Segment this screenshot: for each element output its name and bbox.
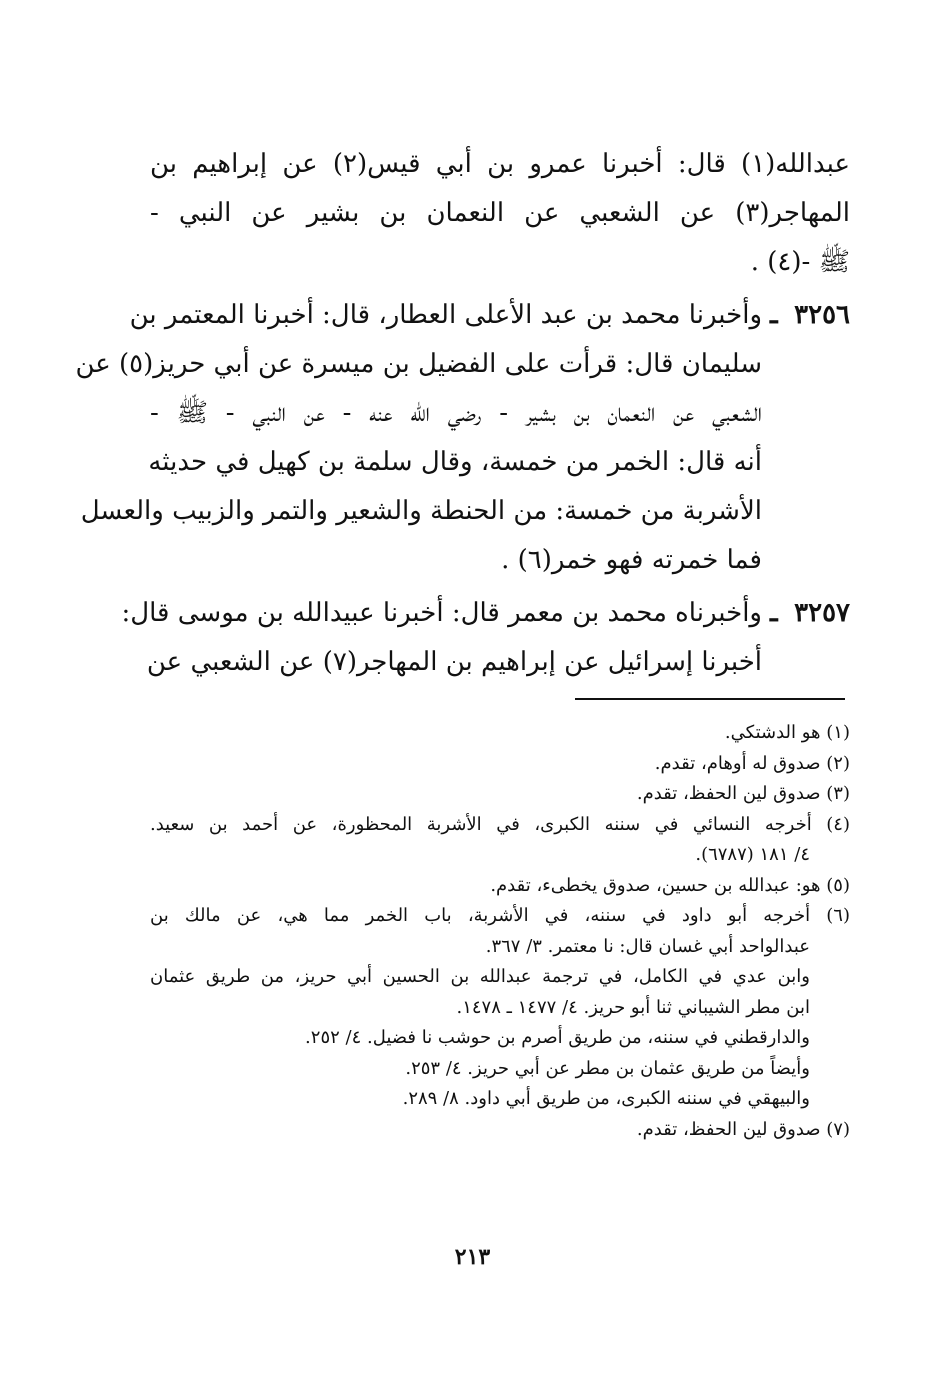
footnote-line: (٥) هو: عبدالله بن حسين، صدوق يخطىء، تقدم. (490, 874, 850, 896)
text-line: الأشربة من خمسة: من الحنطة والشعير والتمر والزبيب والعسل (80, 496, 762, 526)
footnote-line: (١) هو الدشتكي. (724, 722, 850, 743)
footnote-line: ٤/ ١٨١ (٦٧٨٧). (695, 844, 810, 865)
entry-3257-first-line (121, 589, 850, 638)
text-line-content: وأخبرنا محمد بن عبد الأعلى العطار، قال: أخبرنا المعتمر بن (129, 300, 762, 330)
footnote-line: والبيهقي في سننه الكبرى، من طريق أبي داود. ٨/ ٢٨٩. (402, 1088, 810, 1109)
entry-number: ٣٢٥٦ ـ (770, 300, 850, 330)
text-line: فما خمرته فهو خمر(٦) . (501, 545, 762, 575)
text-line (150, 238, 850, 287)
footnote-line: (٦) أخرجه أبو داود في سننه، في الأشربة، باب الخمر مما هي، عن مالك بن (150, 905, 850, 926)
text-line-content: وأخبرناه محمد بن معمر قال: أخبرنا عبيدالله بن موسى قال: (121, 598, 762, 628)
footnote-line: ابن مطر الشيباني ثنا أبو حريز. ٤/ ١٤٧٧ ـ ١٤٧٨. (456, 996, 810, 1018)
text-line: المهاجر(٣) عن الشعبي عن النعمان بن بشير عن النبي - (150, 198, 850, 228)
footnote-line: وأيضاً من طريق عثمان بن مطر عن أبي حريز. ٤/ ٢٥٣. (405, 1057, 810, 1079)
text-line: أنه قال: الخمر من خمسة، وقال سلمة بن كهيل في حديثه (148, 447, 762, 477)
text-line-content: ﷺ -(٤) . (750, 247, 850, 277)
footnote-line: (٣) صدوق لين الحفظ، تقدم. (636, 783, 850, 804)
entry-3256-first-line (129, 291, 850, 340)
footnote-separator (575, 698, 845, 700)
main-text (75, 140, 850, 687)
text-line: سليمان قال: قرأت على الفضيل بن ميسرة عن أبي حريز(٥) عن (75, 349, 762, 379)
footnote-line: وابن عدي في الكامل، في ترجمة عبدالله بن الحسين أبي حريز، من طريق عثمان (150, 966, 810, 987)
footnotes (150, 718, 850, 1145)
page-number: ٢١٣ (454, 1244, 491, 1270)
entry-number: ٣٢٥٧ ـ (770, 598, 850, 628)
footnote-line: عبدالواحد أبي غسان قال: نا معتمر. ٣/ ٣٦٧. (485, 935, 810, 957)
text-line: عبدالله(١) قال: أخبرنا عمرو بن أبي قيس(٢) عن إبراهيم بن (150, 149, 850, 179)
text-line: الشعبي عن النعمان بن بشير - رضي الله عنه - عن النبي - ﷺ - (150, 398, 762, 428)
footnote-line: (٢) صدوق له أوهام، تقدم. (654, 752, 850, 774)
text-line: أخبرنا إسرائيل عن إبراهيم بن المهاجر(٧) عن الشعبي عن (146, 647, 762, 677)
footnote-line: (٧) صدوق لين الحفظ، تقدم. (636, 1118, 850, 1140)
footnote-line: والدارقطني في سننه، من طريق أصرم بن حوشب نا فضيل. ٤/ ٢٥٢. (305, 1027, 810, 1048)
footnote-line: (٤) أخرجه النسائي في سننه الكبرى، في الأشربة المحظورة، عن أحمد بن سعيد. (150, 813, 850, 835)
